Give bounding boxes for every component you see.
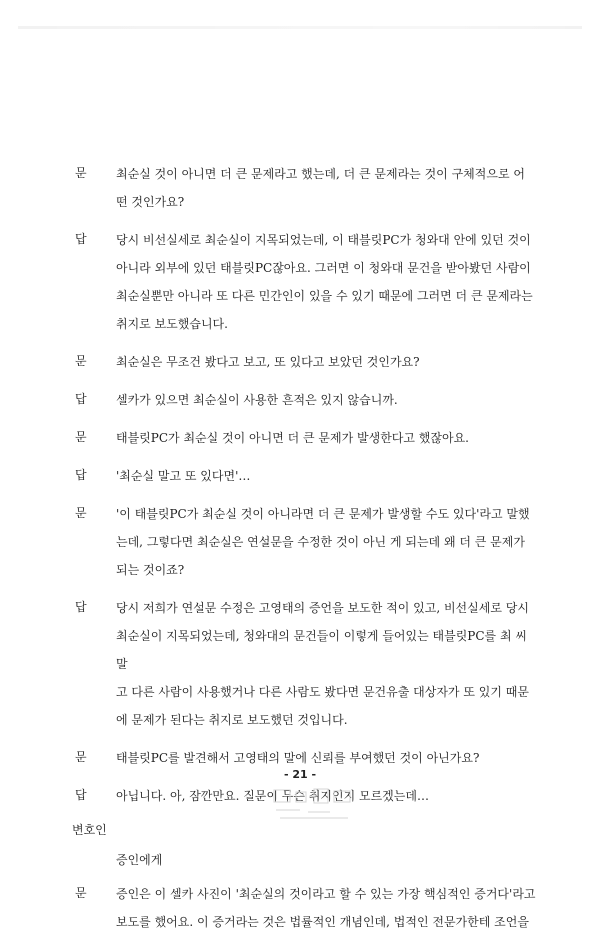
scan-header-line [18, 26, 582, 29]
qa-text: 태블릿PC가 최순실 것이 아니면 더 큰 문제가 발생한다고 했잖아요. [116, 431, 469, 445]
qa-mark: 문 [75, 166, 87, 180]
qa-text: 증인은 이 셀카 사진이 '최순실의 것이라고 할 수 있는 가장 핵심적인 증거다'라고 보도를 했어요. 이 증거라는 것은 법률적인 개념인데, 법적인 전문가한테 조언을 [116, 887, 536, 929]
qa-mark: 문 [75, 886, 87, 900]
speaker-addressee: 증인에게 [116, 853, 163, 867]
qa-entry [0, 880, 600, 936]
qa-mark: 문 [75, 430, 87, 444]
qa-mark: 답 [75, 600, 87, 614]
qa-text: '이 태블릿PC가 최순실 것이 아니라면 더 큰 문제가 발생할 수도 있다'라고 말했 는데, 그렇다면 최순실은 연설문을 수정한 것이 아닌 게 되는데 왜 더 큰 문제가 되는 것이죠? [116, 507, 530, 577]
qa-entry [0, 424, 600, 452]
qa-entry [0, 226, 600, 338]
qa-entry [0, 500, 600, 584]
qa-text: 태블릿PC를 발견해서 고영태의 말에 신뢰를 부여했던 것이 아닌가요? [116, 751, 480, 765]
qa-text: '최순실 말고 또 있다면'… [116, 469, 251, 483]
faint-stamp-mark [270, 786, 356, 824]
qa-mark: 문 [75, 750, 87, 764]
qa-mark: 답 [75, 468, 87, 482]
qa-mark: 답 [75, 788, 87, 802]
qa-entry [0, 594, 600, 734]
page-number: - 21 - [283, 768, 317, 781]
speaker-label: 변호인 [72, 823, 107, 837]
qa-text: 당시 비선실세로 최순실이 지목되었는데, 이 태블릿PC가 청와대 안에 있던 것이 아니라 외부에 있던 태블릿PC잖아요. 그러면 이 청와대 문건을 받아봤던 사람이 최순실뿐만 아니라 또 다른 민간인이 있을 수 있기 때문에 그러면 더 큰 문제라는 취지로 보도했습니다. [116, 233, 533, 331]
qa-mark: 문 [75, 354, 87, 368]
qa-entry [0, 348, 600, 376]
qa-text: 최순실 것이 아니면 더 큰 문제라고 했는데, 더 큰 문제라는 것이 구체적으로 어 떤 것인가요? [116, 167, 525, 209]
qa-entry [0, 462, 600, 490]
qa-text: 당시 저희가 연설문 수정은 고영태의 증언을 보도한 적이 있고, 비선실세로 당시 최순실이 지목되었는데, 청와대의 문건들이 이렇게 들어있는 태블릿PC를 최 씨 말 고 다른 사람이 사용했거나 다른 사람도 봤다면 문건유출 대상자가 또 있기 때문 에 문제가 된다는 취지로 보도했던 것입니다. [116, 601, 529, 727]
qa-entry [0, 160, 600, 216]
qa-mark: 답 [75, 392, 87, 406]
qa-text: 아닙니다. 아, 잠깐만요. 질문이 무슨 취지인지 모르겠는데… [116, 789, 429, 803]
qa-entry [0, 386, 600, 414]
qa-mark: 문 [75, 506, 87, 520]
qa-text: 최순실은 무조건 봤다고 보고, 또 있다고 보았던 것인가요? [116, 355, 420, 369]
transcript-body [0, 160, 600, 946]
qa-text: 셀카가 있으면 최순실이 사용한 흔적은 있지 않습니까. [116, 393, 398, 407]
qa-mark: 답 [75, 232, 87, 246]
